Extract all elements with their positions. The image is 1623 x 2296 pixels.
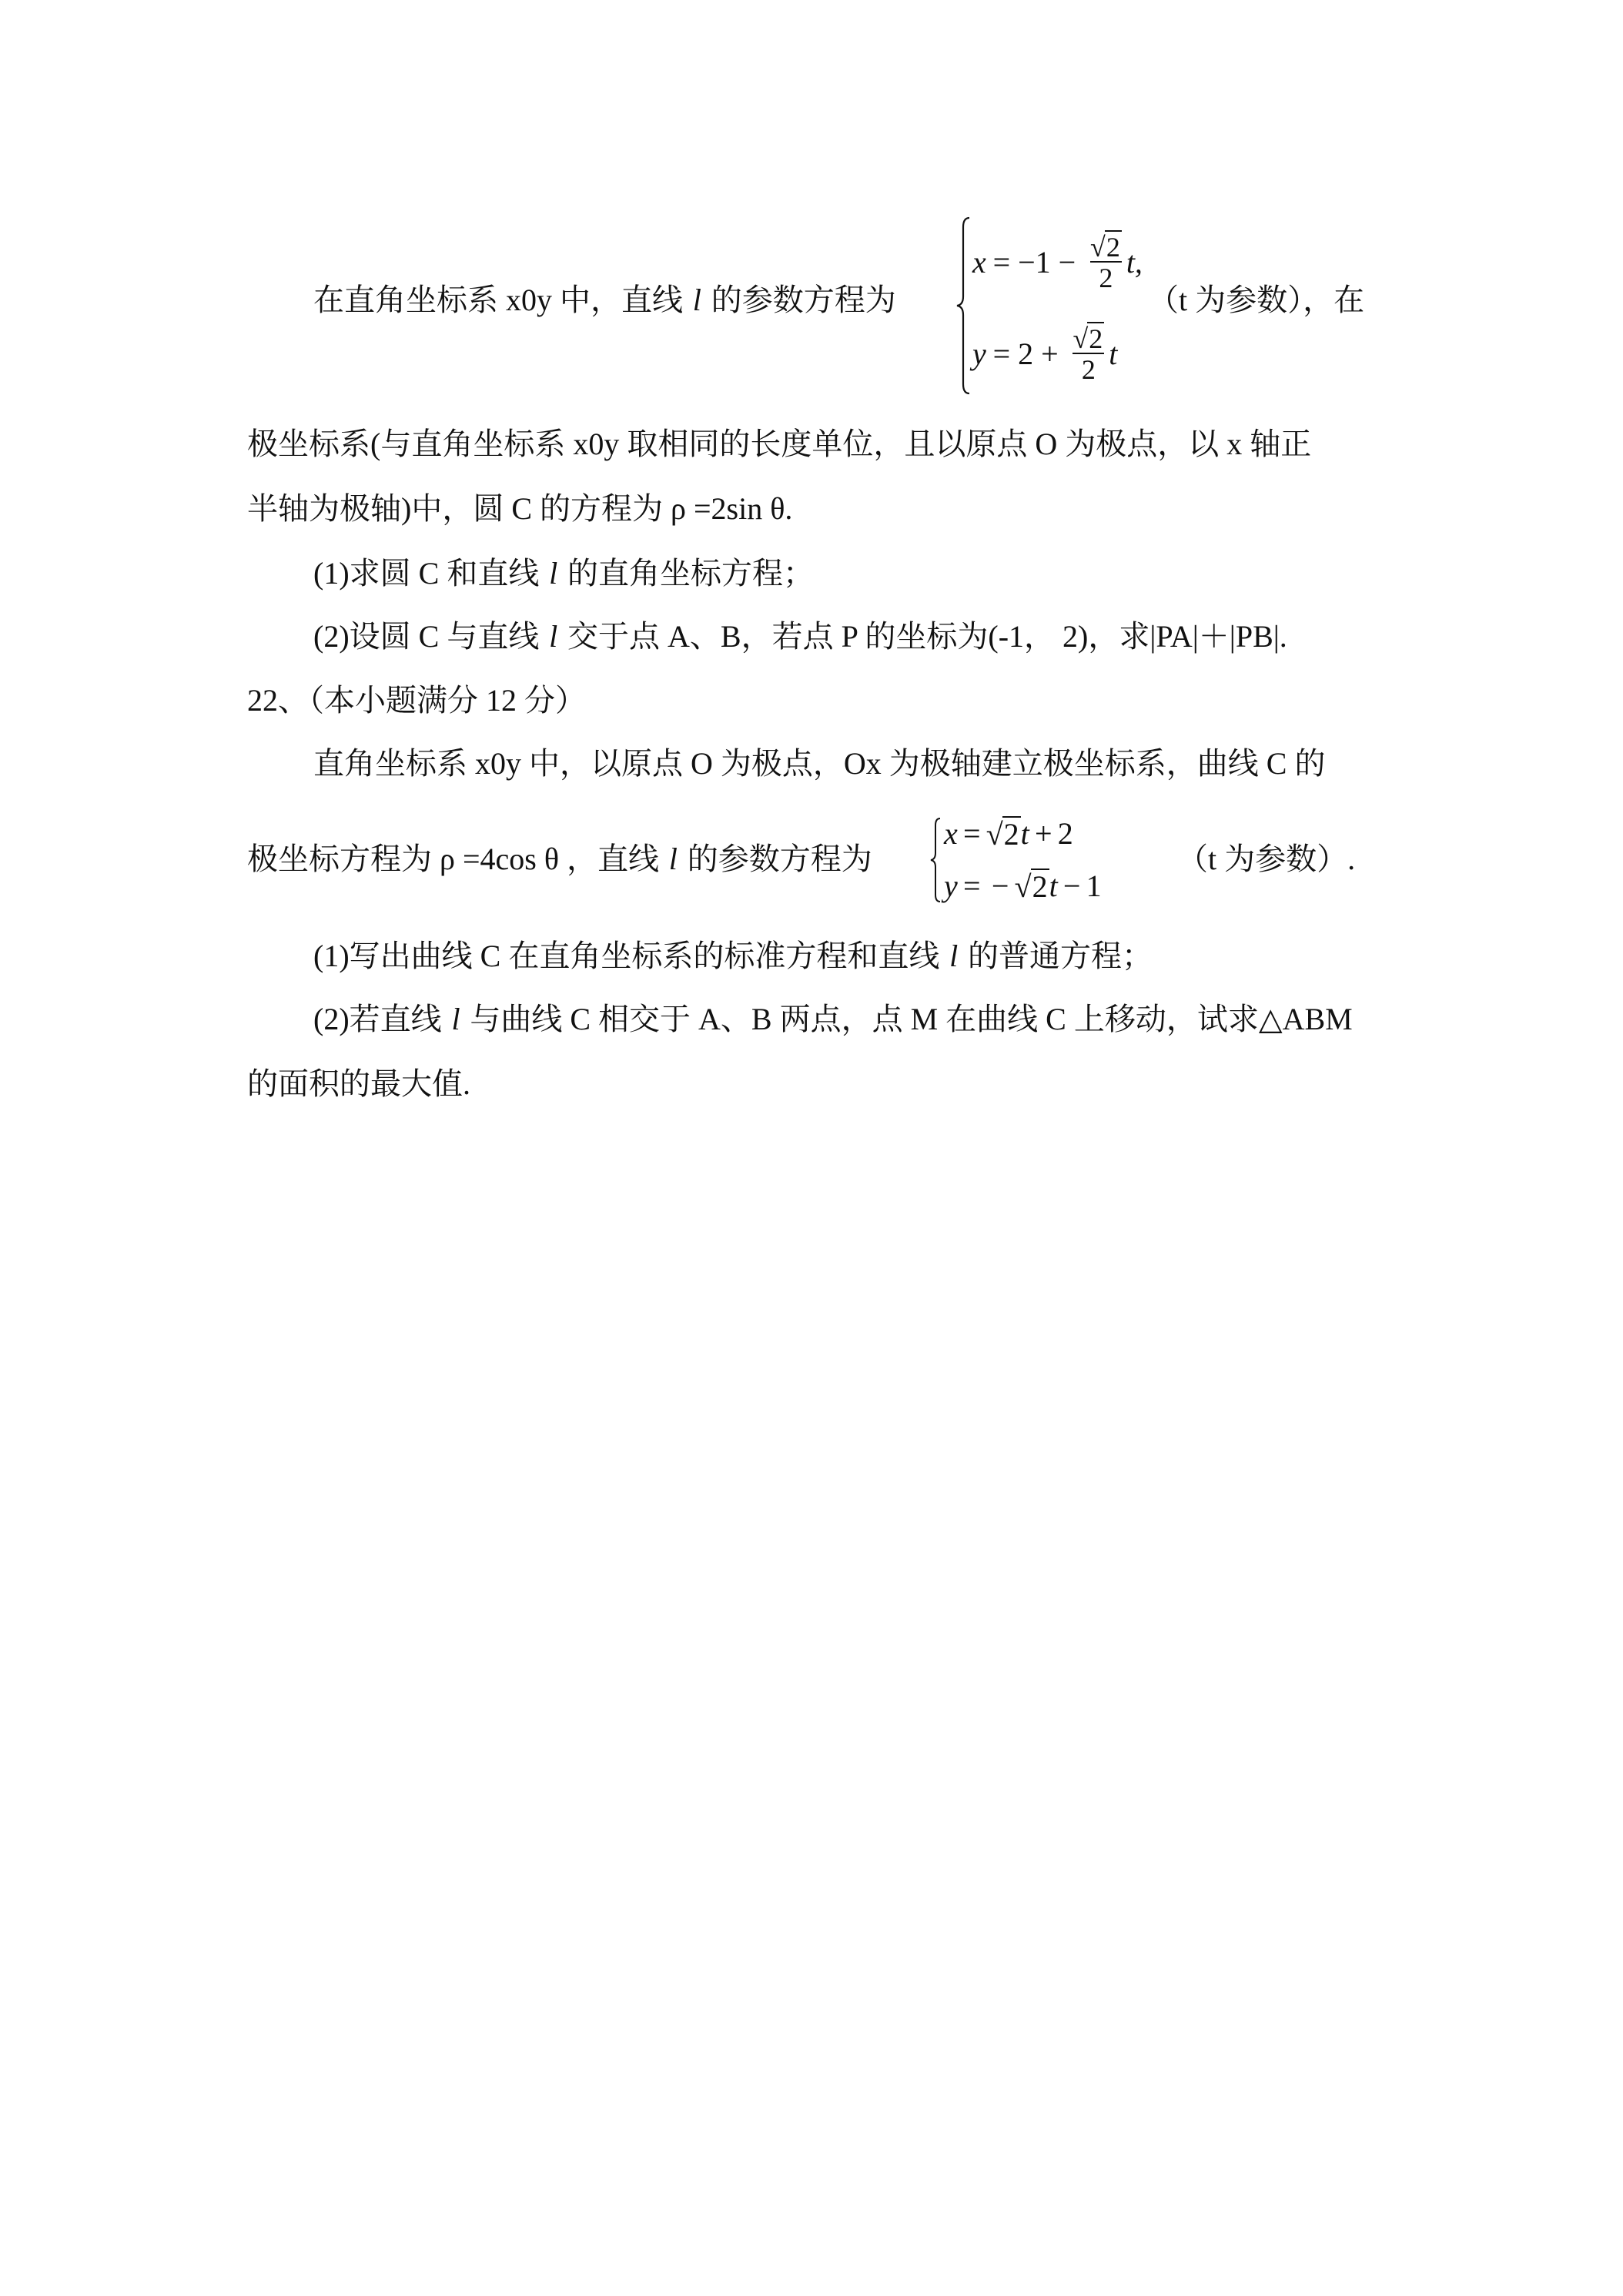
variable-y: y <box>972 336 986 371</box>
parametric-equation-y <box>944 867 1102 904</box>
line-variable-l: l <box>549 619 558 654</box>
line-variable-l: l <box>668 842 678 876</box>
problem-21-parameter-note: （t 为参数），在 <box>1148 283 1365 317</box>
constant: 1 <box>1086 868 1102 903</box>
minus-sign: − <box>991 868 1009 903</box>
problem-21-question-2 <box>313 618 1287 655</box>
radicand: 2 <box>1089 323 1103 354</box>
question-text-a: (2)若直线 <box>313 1002 442 1036</box>
line-variable-l: l <box>549 556 558 591</box>
parametric-equation-y <box>972 311 1117 396</box>
variable-x: x <box>944 815 958 851</box>
question-text-b: 的普通方程； <box>968 939 1153 973</box>
plus-sign: + <box>1034 815 1052 851</box>
problem-22-heading: 22、（本小题满分 12 分） <box>247 683 586 718</box>
variable-t: t <box>1049 868 1058 903</box>
fraction <box>1073 322 1104 385</box>
sqrt-expression <box>1015 869 1049 902</box>
fraction-numerator <box>1090 230 1122 261</box>
equation-tail-term: t <box>1109 336 1118 371</box>
constant: 2 <box>1057 815 1073 851</box>
equals-sign: = <box>962 868 981 903</box>
problem-22-question-2-continued: 的面积的最大值. <box>247 1066 470 1101</box>
sqrt-expression <box>986 816 1021 850</box>
question-text-a: (2)设圆 C 与直线 <box>313 619 540 654</box>
radicand: 2 <box>1032 869 1048 904</box>
sqrt-symbol: √ <box>1014 869 1032 904</box>
fraction-denominator: 2 <box>1081 354 1096 385</box>
minus-sign: − <box>1062 868 1081 903</box>
sqrt-symbol: √ <box>986 817 1003 852</box>
question-text-a: (1)写出曲线 C 在直角坐标系的标准方程和直线 <box>313 939 940 973</box>
left-brace-icon <box>955 216 972 395</box>
problem-22-line-2 <box>247 841 872 878</box>
left-brace-icon <box>929 817 942 903</box>
question-text-b: 的直角坐标方程； <box>567 556 815 591</box>
problem-21-line-1-text-a: 在直角坐标系 x0y 中，直线 <box>313 283 683 317</box>
radicand: 2 <box>1106 232 1120 263</box>
fraction-denominator: 2 <box>1099 263 1113 293</box>
sqrt-expression <box>1090 230 1122 261</box>
problem-22-parameter-note: （t 为参数）. <box>1177 842 1356 876</box>
equals-sign: = <box>962 815 981 851</box>
equation-operator-text: = −1 − <box>992 244 1076 279</box>
problem-21-line-1 <box>313 282 896 319</box>
line-variable-l: l <box>949 939 959 973</box>
sqrt-symbol: √ <box>1073 323 1089 354</box>
problem-22-line-1: 直角坐标系 x0y 中，以原点 O 为极点，Ox 为极轴建立极坐标系，曲线 C 的 <box>313 746 1326 781</box>
variable-t: t <box>1020 815 1029 851</box>
equation-operator-text: = 2 + <box>992 336 1059 371</box>
problem-21-line-1-text-b: 的参数方程为 <box>711 283 896 317</box>
variable-x: x <box>972 244 986 279</box>
problem-21-question-1 <box>313 555 814 592</box>
parametric-equation-x <box>972 219 1143 304</box>
equation-tail-term: t, <box>1126 244 1143 279</box>
fraction <box>1090 230 1122 293</box>
line-variable-l: l <box>692 283 701 317</box>
problem-22-line-2-text-a: 极坐标方程为 ρ =4cos θ ，直线 <box>247 842 659 876</box>
sqrt-symbol: √ <box>1090 232 1106 263</box>
problem-21-line-2: 极坐标系(与直角坐标系 x0y 取相同的长度单位，且以原点 O 为极点，以 x 轴正 <box>247 427 1312 461</box>
sqrt-expression <box>1073 322 1104 353</box>
problem-22-question-1 <box>313 938 1153 975</box>
question-text-b: 与曲线 C 相交于 A、B 两点，点 M 在曲线 C 上移动，试求△ABM <box>470 1002 1353 1036</box>
variable-y: y <box>944 868 958 903</box>
problem-22-question-2 <box>313 1001 1353 1038</box>
problem-21-line-3: 半轴为极轴)中，圆 C 的方程为 ρ =2sin θ. <box>247 491 793 526</box>
problem-22-line-2-text-b: 的参数方程为 <box>687 842 872 876</box>
fraction-numerator <box>1073 322 1104 353</box>
question-text-b: 交于点 A、B，若点 P 的坐标为(-1， 2)，求|PA|＋|PB|. <box>567 619 1287 654</box>
radicand: 2 <box>1003 817 1019 852</box>
line-variable-l: l <box>451 1002 460 1036</box>
parametric-equation-x <box>944 815 1073 852</box>
question-text-a: (1)求圆 C 和直线 <box>313 556 540 591</box>
